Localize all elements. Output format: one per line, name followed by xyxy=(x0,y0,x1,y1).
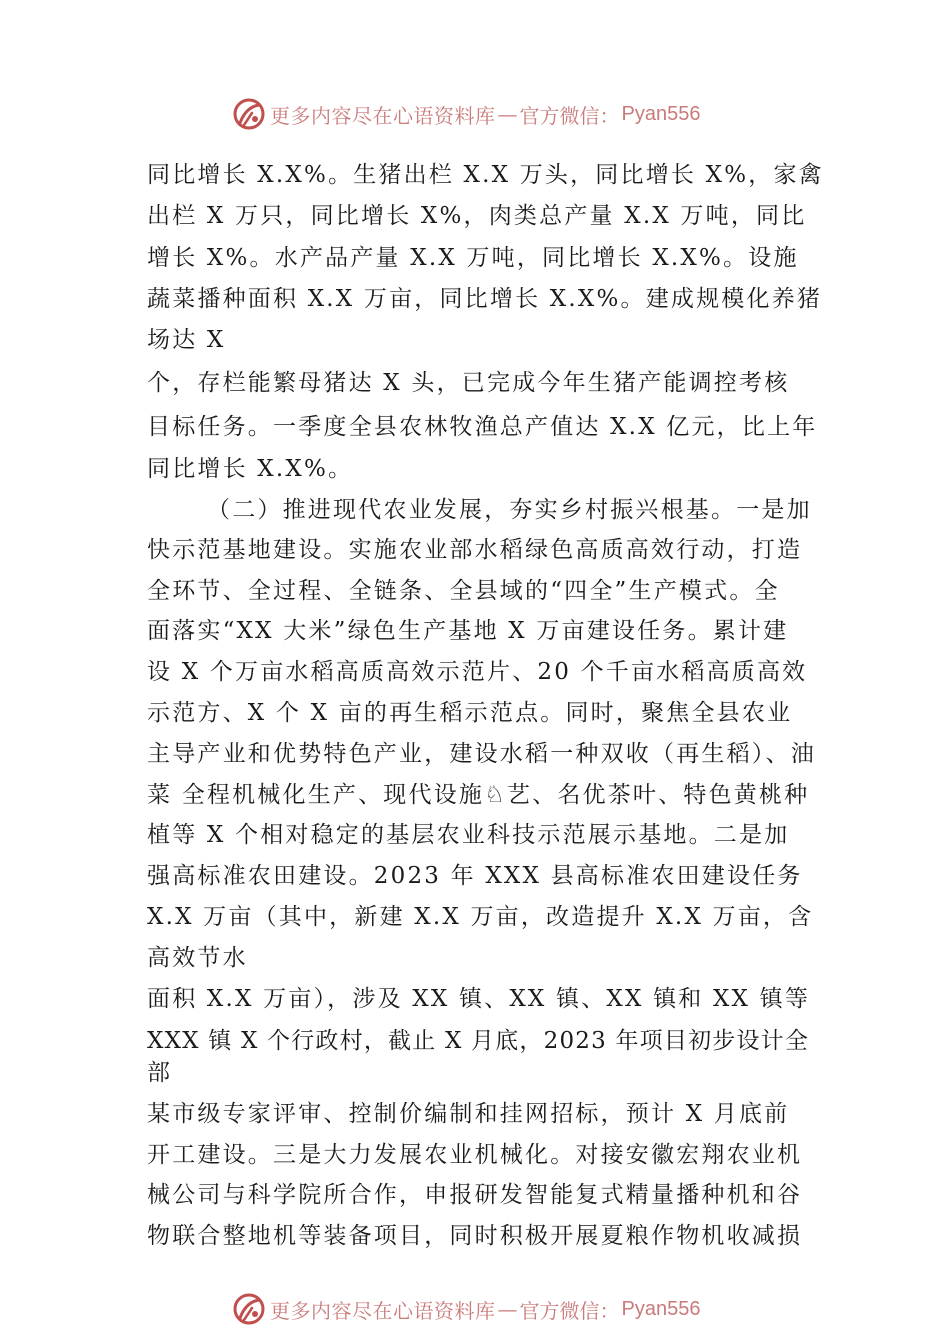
text-line: 菜 全程机械化生产、现代设施♘艺、名优茶叶、特色黄桃种 xyxy=(147,782,810,808)
text-line: 高效节水 xyxy=(147,945,248,971)
text-line: 全环节、全过程、全链条、全县域的“四全”生产模式。全 xyxy=(147,578,780,604)
text-line: 开工建设。三是大力发展农业机械化。对接安徽宏翔农业机 xyxy=(147,1142,803,1168)
text-line: XXX 镇 X 个行政村，截止 X 月底，2023 年项目初步设计全 xyxy=(147,1028,810,1054)
text-line: 出栏 X 万只，同比增长 X%，肉类总产量 X.X 万吨，同比 xyxy=(147,203,807,229)
section-heading-line: （二）推进现代农业发展，夯实乡村振兴根基。一是加 xyxy=(207,497,812,523)
text-line: 示范方、X 个 X 亩的再生稻示范点。同时，聚焦全县农业 xyxy=(147,700,793,726)
watermark-separator: — xyxy=(497,1297,518,1321)
text-line: 蔬菜播种面积 X.X 万亩，同比增长 X.X%。建成规模化养猪 xyxy=(147,286,823,312)
text-line: 场达 X xyxy=(147,327,226,353)
text-line: 主导产业和优势特色产业，建设水稻一种双收（再生稻）、油 xyxy=(147,741,816,767)
text-line: 面积 X.X 万亩），涉及 XX 镇、XX 镇、XX 镇和 XX 镇等 xyxy=(147,986,811,1012)
text-line: 强高标准农田建设。2023 年 XXX 县高标准农田建设任务 xyxy=(147,863,803,889)
watermark-label: 官方微信： xyxy=(519,103,620,128)
text-line: 植等 X 个相对稳定的基层农业科技示范展示基地。二是加 xyxy=(147,822,790,848)
text-line: 面落实“XX 大米”绿色生产基地 X 万亩建设任务。累计建 xyxy=(147,618,789,644)
watermark-footer xyxy=(232,1290,752,1328)
text-line: 快示范基地建设。实施农业部水稻绿色高质高效行动，打造 xyxy=(147,537,803,563)
text-line: 同比增长 X.X%。 xyxy=(147,456,354,482)
watermark-text: 更多内容尽在心语资料库 xyxy=(270,103,496,128)
text-line: 物联合整地机等装备项目，同时积极开展夏粮作物机收减损 xyxy=(147,1223,803,1249)
text-line: 个，存栏能繁母猪达 X 头，已完成今年生猪产能调控考核 xyxy=(147,370,790,396)
text-line: 设 X 个万亩水稻高质高效示范片、20 个千亩水稻高质高效 xyxy=(147,659,808,685)
watermark-label: 官方微信： xyxy=(519,1298,620,1323)
watermark-wechat-id: Pyan556 xyxy=(621,102,701,125)
text-line: 目标任务。一季度全县农林牧渔总产值达 X.X 亿元，比上年 xyxy=(147,414,818,440)
watermark-header xyxy=(232,95,752,133)
watermark-wechat-id: Pyan556 xyxy=(621,1297,701,1320)
text-line: 某市级专家评审、控制价编制和挂网招标，预计 X 月底前 xyxy=(147,1101,790,1127)
watermark-logo-icon xyxy=(232,1292,266,1326)
text-line: X.X 万亩（其中，新建 X.X 万亩，改造提升 X.X 万亩，含 xyxy=(147,904,814,930)
text-line: 械公司与科学院所合作，申报研发智能复式精量播种机和谷 xyxy=(147,1182,803,1208)
watermark-logo-icon xyxy=(232,97,266,131)
watermark-separator: — xyxy=(497,102,518,126)
text-line: 增长 X%。水产品产量 X.X 万吨，同比增长 X.X%。设施 xyxy=(147,245,799,271)
watermark-text: 更多内容尽在心语资料库 xyxy=(270,1298,496,1323)
text-line: 同比增长 X.X%。生猪出栏 X.X 万头，同比增长 X%，家禽 xyxy=(147,162,824,188)
text-line: 部 xyxy=(147,1060,173,1086)
